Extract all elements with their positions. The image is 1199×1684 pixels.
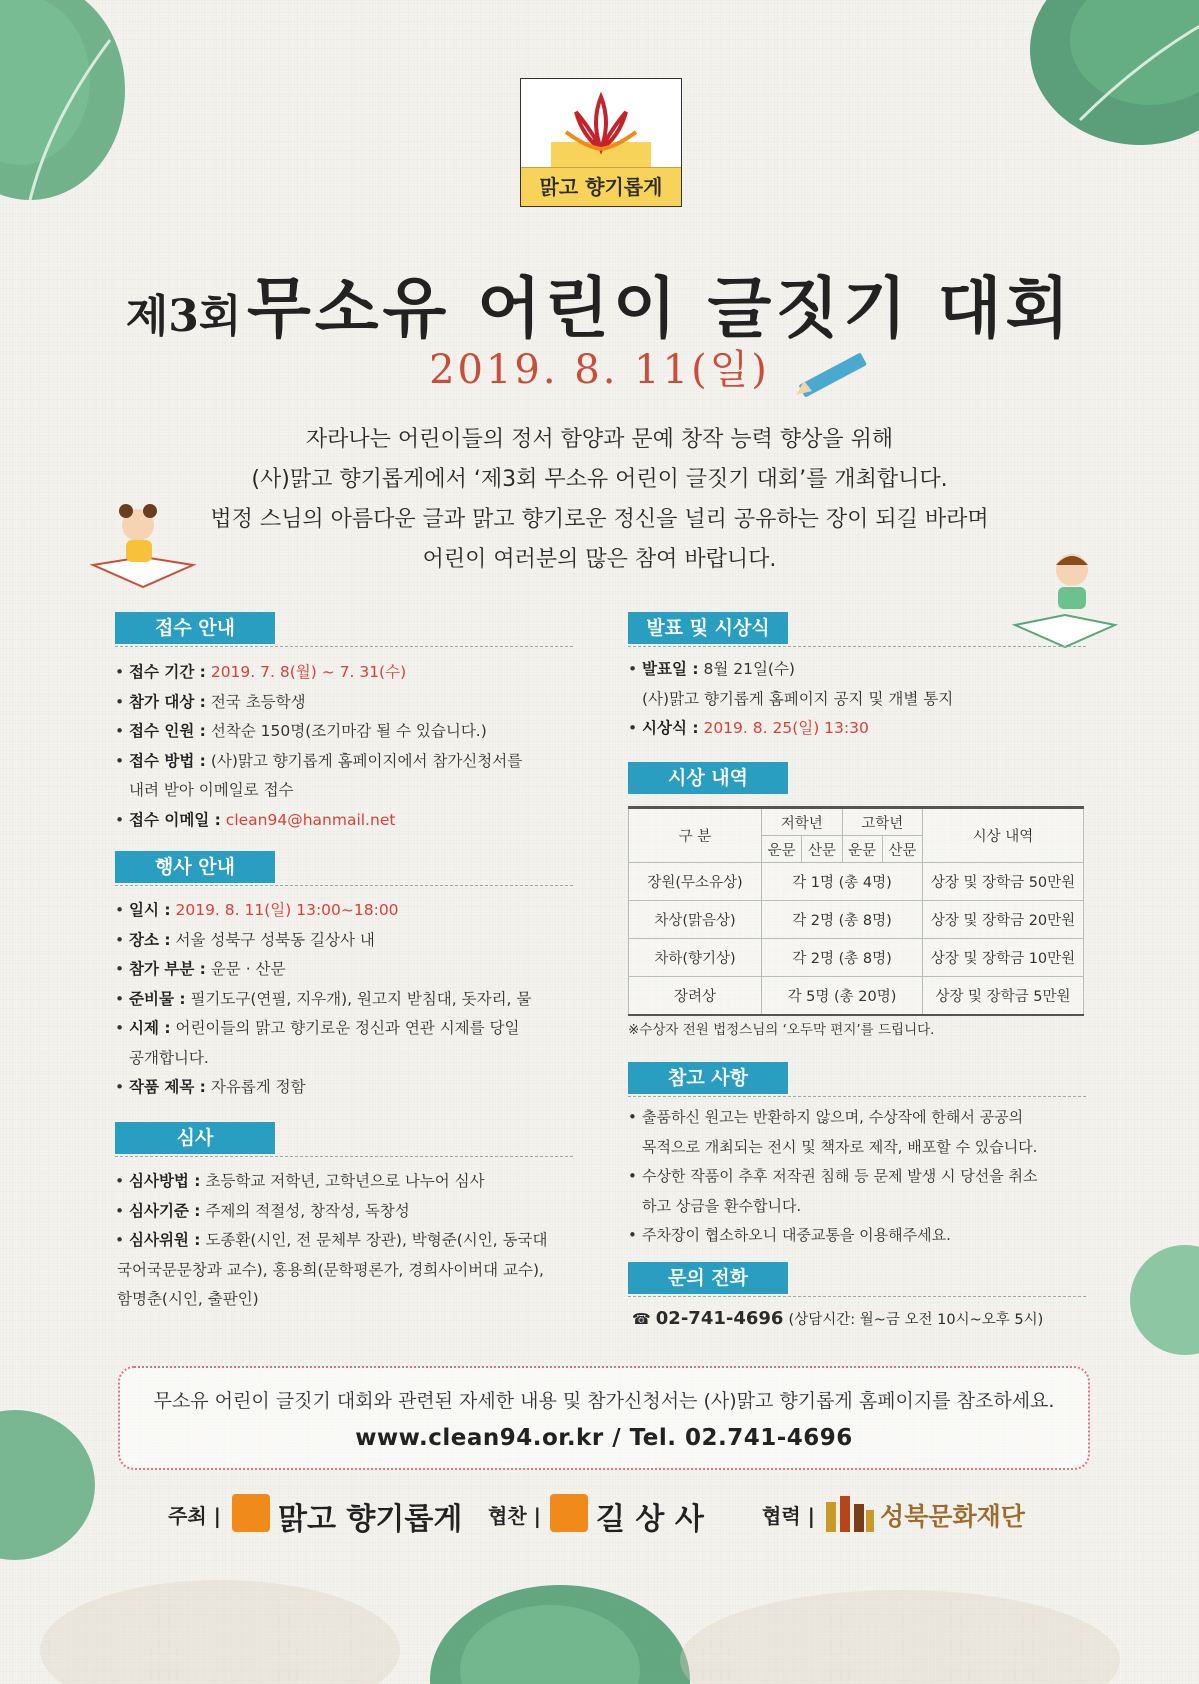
table-row bbox=[629, 977, 1084, 1016]
leaf-top-left-decoration bbox=[0, 0, 150, 230]
notes-heading: 참고 사항 bbox=[628, 1062, 788, 1094]
list-item: • 심사기준 : 주제의 적절성, 창작성, 독창성 bbox=[115, 1197, 547, 1227]
host-label: 주최 | bbox=[168, 1504, 221, 1528]
table-cell: 각 2명 (총 8명) bbox=[762, 939, 923, 977]
table-cell: 상장 및 장학금 20만원 bbox=[923, 901, 1084, 939]
title-main: 무소유 어린이 글짓기 대회 bbox=[246, 269, 1074, 347]
list-item: • 일시 : 2019. 8. 11(일) 13:00~18:00 bbox=[115, 896, 531, 926]
intro-line: 자라나는 어린이들의 정서 함양과 문예 창작 능력 향상을 위해 bbox=[305, 427, 894, 452]
list-item: • 접수 이메일 : clean94@hanmail.net bbox=[115, 806, 522, 836]
contact-hours: (상담시간: 월~금 오전 10시~오후 5시) bbox=[788, 1312, 1044, 1328]
table-cell: 상장 및 장학금 50만원 bbox=[923, 863, 1084, 901]
divider bbox=[628, 1296, 1086, 1297]
coop-name: 성북문화재단 bbox=[880, 1502, 1025, 1531]
table-cell: 각 2명 (총 8명) bbox=[762, 901, 923, 939]
list-item: • 작품 제목 : 자유롭게 정함 bbox=[115, 1073, 531, 1103]
contact-line bbox=[632, 1308, 1043, 1329]
reception-heading: 접수 안내 bbox=[115, 612, 275, 644]
phone-icon: ☎ bbox=[632, 1310, 651, 1328]
girl-reading-illustration bbox=[88, 495, 198, 595]
support-label: 협찬 | bbox=[488, 1504, 541, 1528]
table-row bbox=[629, 901, 1084, 939]
event-list bbox=[115, 896, 531, 1103]
divider bbox=[115, 885, 573, 886]
announcement-heading: 발표 및 시상식 bbox=[628, 612, 788, 644]
boy-reading-illustration bbox=[1010, 545, 1120, 655]
list-item: • 접수 인원 : 선착순 150명(조기마감 될 수 있습니다.) bbox=[115, 717, 522, 747]
table-cell: 차하(향기상) bbox=[629, 939, 762, 977]
support-logo-icon bbox=[550, 1494, 588, 1532]
awards-heading: 시상 내역 bbox=[628, 762, 788, 794]
list-item-continued: 하고 상금을 환수합니다. bbox=[642, 1196, 802, 1215]
table-header: 산문 bbox=[802, 836, 842, 863]
table-header: 운문 bbox=[762, 836, 802, 863]
table-header: 구 분 bbox=[629, 808, 762, 863]
leaf-right-decoration bbox=[1130, 1240, 1199, 1360]
list-item-continued: 목적으로 개최되는 전시 및 책자로 제작, 배포할 수 있습니다. bbox=[642, 1137, 1038, 1156]
list-item: • 참가 부분 : 운문 · 산문 bbox=[115, 955, 531, 985]
table-header: 산문 bbox=[882, 836, 922, 863]
table-row bbox=[629, 939, 1084, 977]
email-link[interactable]: clean94@hanmail.net bbox=[225, 810, 396, 829]
divider bbox=[628, 1096, 1086, 1097]
event-date: 2019. 8. 11(일) bbox=[429, 347, 770, 393]
list-item-continued: 공개합니다. bbox=[129, 1048, 209, 1067]
top-logo bbox=[520, 78, 682, 207]
list-item: • 준비물 : 필기도구(연필, 지우개), 원고지 받침대, 돗자리, 물 bbox=[115, 985, 531, 1015]
table-cell: 장려상 bbox=[629, 977, 762, 1016]
list-item: • 접수 기간 : 2019. 7. 8(월) ~ 7. 31(수) bbox=[115, 658, 522, 688]
logo-text: 맑고 향기롭게 bbox=[521, 167, 681, 206]
list-item-continued: 국어국문문창과 교수), 홍용희(문학평론가, 경희사이버대 교수), bbox=[117, 1260, 544, 1279]
awards-table bbox=[628, 806, 1084, 1016]
contact-heading: 문의 전화 bbox=[628, 1262, 788, 1294]
intro-line: 어린이 여러분의 많은 참여 바랍니다. bbox=[422, 547, 777, 572]
contact-phone[interactable]: 02-741-4696 bbox=[655, 1308, 784, 1329]
intro-line: 법정 스님의 아름다운 글과 맑고 향기로운 정신을 널리 공유하는 장이 되길 바라며 bbox=[210, 507, 989, 532]
table-cell: 상장 및 장학금 10만원 bbox=[923, 939, 1084, 977]
coop-label: 협력 | bbox=[762, 1504, 815, 1528]
pencil-icon bbox=[790, 345, 880, 405]
list-item: • 장소 : 서울 성북구 성북동 길상사 내 bbox=[115, 926, 531, 956]
table-cell: 각 1명 (총 4명) bbox=[762, 863, 923, 901]
intro-line: (사)맑고 향기롭게에서 ‘제3회 무소유 어린이 글짓기 대회’를 개최합니다. bbox=[251, 467, 948, 492]
table-header: 시상 내역 bbox=[923, 808, 1084, 863]
footer-website-link[interactable]: www.clean94.or.kr / Tel. 02.741-4696 bbox=[355, 1425, 853, 1451]
judging-heading: 심사 bbox=[115, 1122, 275, 1154]
list-item: • 심사위원 : 도종환(시인, 전 문체부 장관), 박형준(시인, 동국대 bbox=[115, 1226, 547, 1256]
table-header: 고학년 bbox=[842, 808, 923, 836]
host-logo-icon bbox=[232, 1494, 270, 1532]
lotus-icon bbox=[551, 87, 651, 167]
reception-list bbox=[115, 658, 522, 835]
list-item: • 접수 방법 : (사)맑고 향기롭게 홈페이지에서 참가신청서를 bbox=[115, 747, 522, 777]
table-cell: 상장 및 장학금 5만원 bbox=[923, 977, 1084, 1016]
divider bbox=[115, 646, 573, 647]
support-name: 길 상 사 bbox=[596, 1502, 704, 1537]
list-item: • 시제 : 어린이들의 맑고 향기로운 정신과 연관 시제를 당일 bbox=[115, 1014, 531, 1044]
leaf-bottom-shadow-decoration bbox=[0, 1530, 1199, 1684]
list-item: • 발표일 : 8월 21일(수) bbox=[628, 655, 953, 685]
list-item-continued: (사)맑고 향기롭게 홈페이지 공지 및 개별 통지 bbox=[642, 689, 954, 708]
table-header: 저학년 bbox=[762, 808, 843, 836]
table-header: 운문 bbox=[842, 836, 882, 863]
event-heading: 행사 안내 bbox=[115, 851, 275, 883]
title-prefix: 제3회 bbox=[125, 291, 242, 342]
leaf-top-right-decoration bbox=[1020, 0, 1199, 180]
seongbuk-foundation-icon bbox=[824, 1492, 876, 1536]
notes-list bbox=[628, 1103, 1037, 1251]
list-item-continued: 함명춘(시인, 출판인) bbox=[117, 1290, 259, 1308]
table-row bbox=[629, 863, 1084, 901]
awards-note: ※수상자 전원 법정스님의 ‘오두막 편지’를 드립니다. bbox=[628, 1022, 935, 1038]
judging-list bbox=[115, 1167, 547, 1315]
table-cell: 장원(무소유상) bbox=[629, 863, 762, 901]
list-item: • 주차장이 협소하오니 대중교통을 이용해주세요. bbox=[628, 1221, 1037, 1251]
footer-info-text: 무소유 어린이 글짓기 대회와 관련된 자세한 내용 및 참가신청서는 (사)맑고 향기롭게 홈페이지를 참조하세요. bbox=[153, 1390, 1055, 1412]
list-item: • 수상한 작품이 추후 저작권 침해 등 문제 발생 시 당선을 취소 bbox=[628, 1162, 1037, 1192]
table-cell: 각 5명 (총 20명) bbox=[762, 977, 923, 1016]
divider bbox=[115, 1156, 573, 1157]
page-title bbox=[0, 255, 1199, 350]
list-item: • 참가 대상 : 전국 초등학생 bbox=[115, 688, 522, 718]
list-item: • 심사방법 : 초등학교 저학년, 고학년으로 나누어 심사 bbox=[115, 1167, 547, 1197]
list-item: • 시상식 : 2019. 8. 25(일) 13:30 bbox=[628, 714, 953, 744]
table-cell: 차상(맑음상) bbox=[629, 901, 762, 939]
list-item-continued: 내려 받아 이메일로 접수 bbox=[129, 781, 294, 799]
divider bbox=[628, 646, 1086, 647]
host-name: 맑고 향기롭게 bbox=[278, 1502, 463, 1537]
list-item: • 출품하신 원고는 반환하지 않으며, 수상작에 한해서 공공의 bbox=[628, 1103, 1037, 1133]
footer-info-box bbox=[118, 1366, 1090, 1470]
announcement-list bbox=[628, 655, 953, 744]
